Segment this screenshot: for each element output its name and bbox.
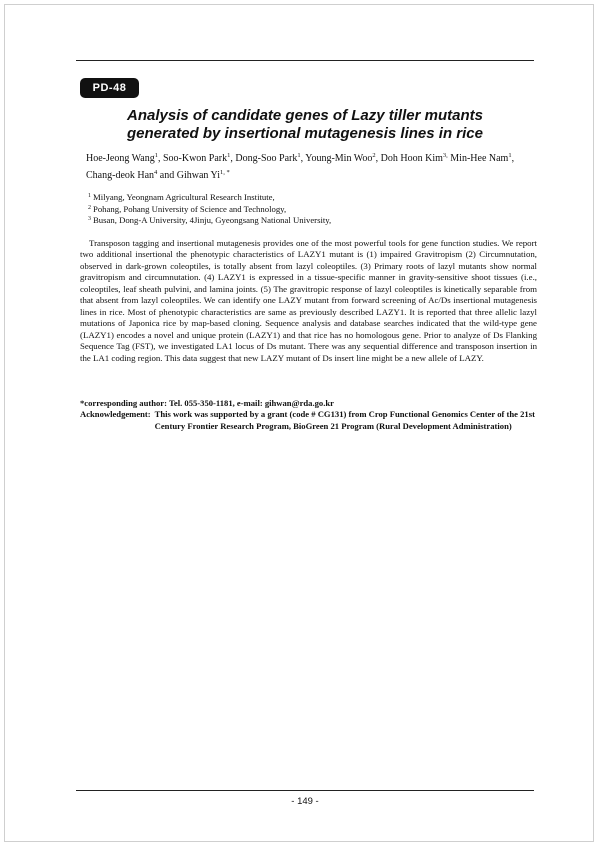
affiliation: $^1$ Milyang, Yeongnam Agricultural Research Institute, <box>88 192 275 202</box>
author: Young-Min Woo$^2$, <box>305 152 381 164</box>
author: Gihwan $Yi^{1, *}$ <box>176 169 230 181</box>
author: Soo-Kwon Park$^1$, <box>162 152 236 164</box>
title-line: Analysis of candidate genes of Lazy tiller mutants <box>127 107 483 124</box>
acknowledgement-label: Acknowledgement: <box>80 409 151 419</box>
author: Dong-Soo Park$^1$, <box>235 152 306 164</box>
session-badge: PD-48 <box>80 78 139 98</box>
author: Doh Hoon Kim$^{3,}$ <box>380 152 448 164</box>
affiliation: $^2$ Pohang, Pohang University of Science and Technology, <box>88 203 287 214</box>
title-line: generated by insertional mutagenesis lines in rice <box>127 125 483 142</box>
corresponding-author: *corresponding author: Tel. 055-350-1181, e-mail: gihwan@rda.go.kr <box>80 398 334 408</box>
page-number: - 149 - <box>291 796 319 807</box>
paper-title <box>76 107 534 143</box>
author-list <box>86 150 534 184</box>
author: Min-Hee Nam$^1$, <box>450 152 515 164</box>
acknowledgement <box>80 409 540 432</box>
author: Chang-deok Han$^4$ and <box>86 169 177 181</box>
top-rule <box>76 60 534 61</box>
affiliation: $^3$ Busan, Dong-A University, 4Jinju, Gyeongsang National University, <box>88 215 332 225</box>
author: Hoe-Jeong Wang$^1$, <box>86 152 163 164</box>
affiliation-list <box>88 192 508 227</box>
abstract-body: Transposon tagging and insertional mutagenesis provides one of the most powerful tools for gene function studies. We report two additional insertional the phenotypic characteristics of LAZY1 mutant is (1) impaired Gravitropism (2) Circumnutation, observed in dark-grown coleoptiles, is totally absent from lazyl coleoptiles. (3) Primary roots of lazyl mutants show normal gravitropism and circumnutation. (4) LAZY1 is expressed in a tissue-specific manner in gravity-sensitive shoot tissues (i.e., coleoptiles, leaf sheath pulvini, and lamina joints. (5) The gravitropic response of lazyl coleoptiles is kinetically separable from that absent from lazyl coleoptiles. We can identify one LAZY mutant from forward screening of Ac/Ds insertional mutagenesis lines in rice. Most of phenotypic characteristics are same as previously described LAZY1. It is reported that three allelic lazyl mutations of Japonica rice by map-based cloning. Sequence analysis and database searches indicated that the wild-type gene (LAZY1) encodes a novel and unique protein (LAZY1) and that rice has no homologous gene. Prior to analyze of Ds Flanking Sequence Tag (FST), we investigated LA1 locus of Ds mutant. There was any sequential difference and transposon insertion in the LA1 coding region. This data suggest that new LAZY mutant of Ds insert line might be a new allele of LAZY. <box>80 238 537 363</box>
acknowledgement-text: This work was supported by a grant (code # CG131) from Crop Functional Genomics Center of the 21st Century Frontier Research Program, BioGreen 21 Program (Rural Development Administration) <box>154 409 535 431</box>
bottom-rule <box>76 790 534 791</box>
